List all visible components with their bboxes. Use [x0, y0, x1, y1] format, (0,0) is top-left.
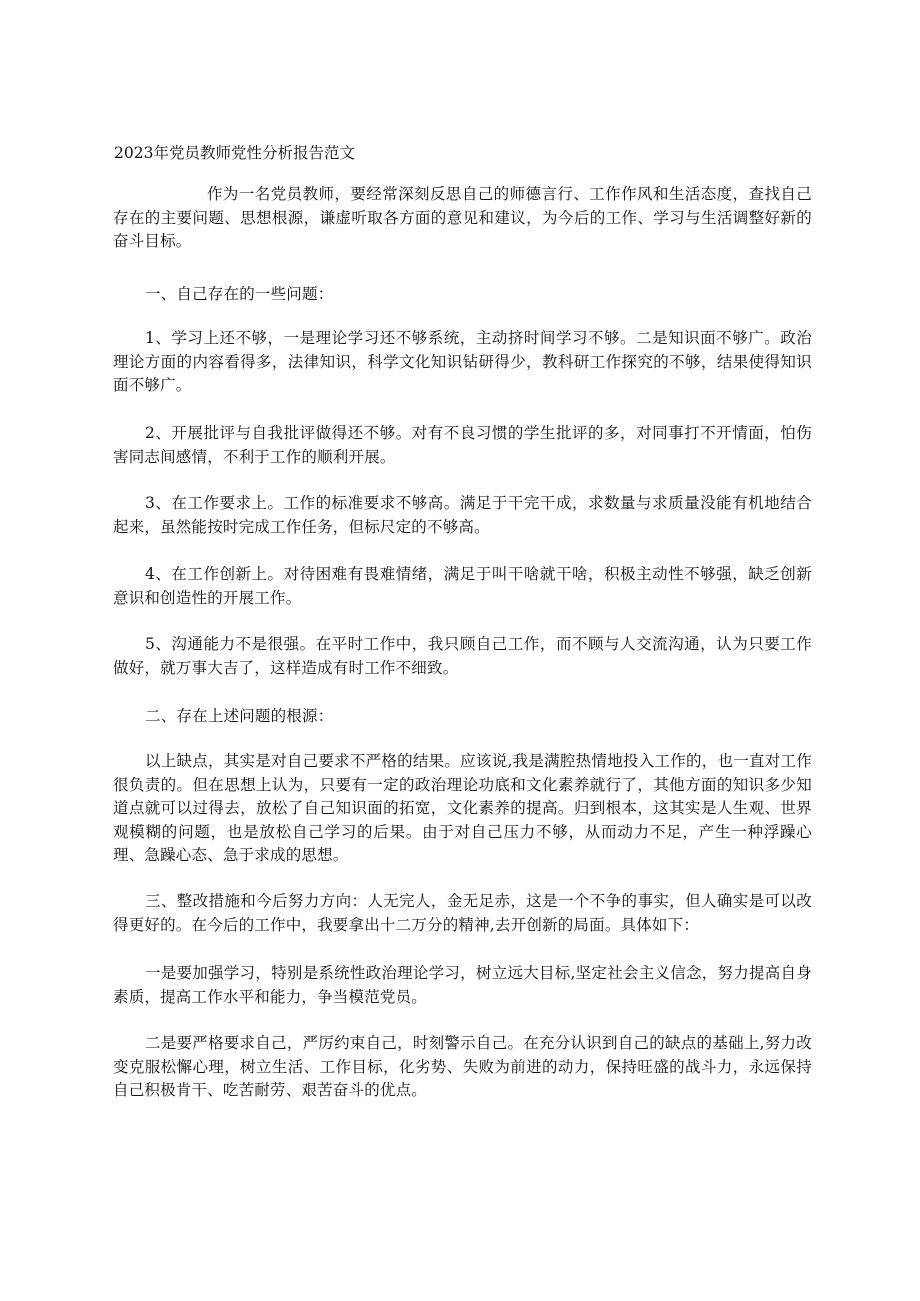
- section-heading-roots: 二、存在上述问题的根源：: [145, 707, 334, 725]
- section-heading-measures: 三、整改措施和今后努力方向：人无完人，金无足赤，这是一个不争的事实，但人确实是可以改得更好的。在今后的工作中，我要拿出十二万分的精神,去开创新的局面。具体如下：: [113, 892, 812, 934]
- problem-item-2: 2、开展批评与自我批评做得还不够。对有不良习惯的学生批评的多，对同事打不开情面，怕伤害同志间感情，不利于工作的顺利开展。: [113, 424, 812, 466]
- section-heading-problems: 一、自己存在的一些问题：: [145, 285, 334, 303]
- roots-paragraph: 以上缺点，其实是对自己要求不严格的结果。应该说,我是满腔热情地投入工作的，也一直对工作很负责的。但在思想上认为，只要有一定的政治理论功底和文化素养就行了，其他方面的知识多少知道点就可以过得去，放松了自己知识面的拓宽，文化素养的提高。归到根本，这其实是人生观、世界观模糊的问题，也是放松自己学习的后果。由于对自己压力不够，从而动力不足，产生一种浮躁心理、急躁心态、急于求成的思想。: [113, 752, 812, 864]
- document-title: 2023年党员教师党性分析报告范文: [114, 144, 355, 162]
- measure-item-2: 二是要严格要求自己，严厉约束自己，时刻警示自己。在充分认识到自己的缺点的基础上,努力改变克服松懈心理，树立生活、工作目标，化劣势、失败为前进的动力，保持旺盛的战斗力，永远保持自己积极肯干、吃苦耐劳、艰苦奋斗的优点。: [113, 1034, 812, 1099]
- measure-item-1: 一是要加强学习，特别是系统性政治理论学习，树立远大目标,坚定社会主义信念，努力提高自身素质，提高工作水平和能力，争当模范党员。: [113, 964, 812, 1006]
- problem-item-1: 1、学习上还不够，一是理论学习还不够系统，主动挤时间学习不够。二是知识面不够广。政治理论方面的内容看得多，法律知识，科学文化知识钻研得少，教科研工作探究的不够，结果使得知识面不够广。: [113, 329, 812, 394]
- problem-item-5: 5、沟通能力不是很强。在平时工作中，我只顾自己工作，而不顾与人交流沟通，认为只要工作做好，就万事大吉了，这样造成有时工作不细致。: [113, 635, 812, 677]
- problem-item-4: 4、在工作创新上。对待困难有畏难情绪，满足于叫干啥就干啥，积极主动性不够强，缺乏创新意识和创造性的开展工作。: [113, 565, 812, 607]
- problem-item-3: 3、在工作要求上。工作的标准要求不够高。满足于干完干成，求数量与求质量没能有机地结合起来，虽然能按时完成工作任务，但标尺定的不够高。: [113, 494, 812, 536]
- intro-paragraph: 作为一名党员教师，要经常深刻反思自己的师德言行、工作作风和生活态度，查找自己存在的主要问题、思想根源，谦虚听取各方面的意见和建议，为今后的工作、学习与生活调整好新的奋斗目标。: [113, 185, 812, 250]
